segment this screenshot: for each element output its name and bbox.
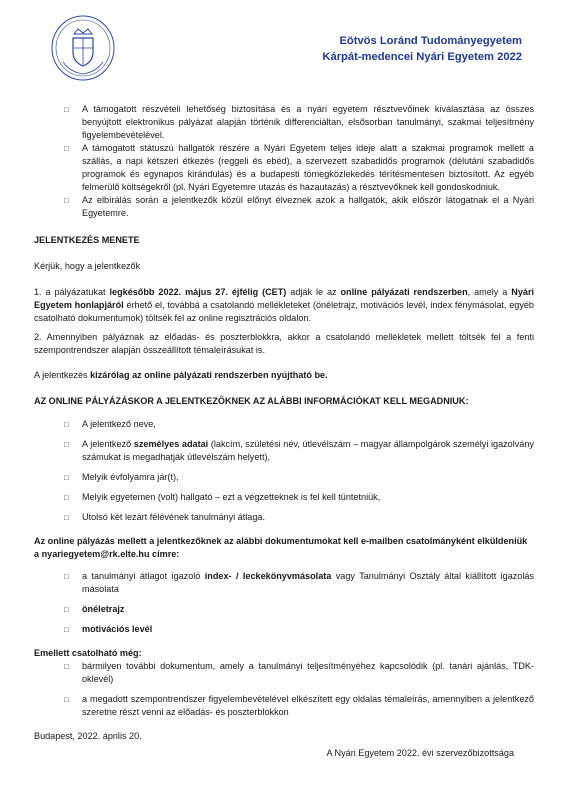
checkbox-square-icon: □ xyxy=(64,625,69,634)
list-item xyxy=(34,693,534,719)
institution-name: Eötvös Loránd Tudományegyetem xyxy=(339,35,522,47)
step-2-paragraph: 2. Amennyiben pályáznak az előadás- és poszterblokkra, akkor a csatolandó mellékletek mellett töltsék fel a fenti szempontrendszer alapján összeállított témaleírásukat is. xyxy=(34,332,534,355)
document-body xyxy=(34,103,534,760)
signature: A Nyári Egyetem 2022. évi szervezőbizottsága xyxy=(326,748,514,758)
checkbox-square-icon: □ xyxy=(64,196,69,205)
checkbox-square-icon: □ xyxy=(64,662,69,671)
checkbox-square-icon: □ xyxy=(64,572,69,581)
checkbox-square-icon: □ xyxy=(64,605,69,614)
list-item xyxy=(34,194,534,220)
list-item xyxy=(34,142,534,194)
extra-item: bármilyen további dokumentum, amely a tanulmányi teljesítményéhez kapcsolódik (pl. tanári ajánlás, TDK-oklevél) xyxy=(82,661,534,684)
section-heading: JELENTKEZÉS MENETE xyxy=(34,235,140,245)
bullet-text: Az elbírálás során a jelentkezők közül előnyt élveznek azok a hallgatók, akik először látogatnak el a Nyári Egyetemre. xyxy=(82,195,534,218)
list-item xyxy=(34,660,534,686)
university-seal-logo xyxy=(50,12,116,82)
document-item: önéletrajz xyxy=(82,604,125,614)
list-item xyxy=(34,438,534,464)
info-item: A jelentkező személyes adatai (lakcím, születési név, útlevélszám – magyar állampolgárok személyi igazolvány számukat is megadhatják útlevélszám helyett), xyxy=(82,439,534,462)
list-item xyxy=(34,471,534,484)
list-item xyxy=(34,603,534,616)
bullet-text: A támogatott részvételi lehetőség biztosítása és a nyári egyetem résztvevőinek kiválasztása az összes benyújtott elektronikus pályázat alapján történik differenciáltan, elsősorban tanulmányi, szakmai teljesítmény figyelembevételével. xyxy=(82,104,534,140)
document-item: motivációs levél xyxy=(82,624,153,634)
checkbox-square-icon: □ xyxy=(64,420,69,429)
list-item xyxy=(34,491,534,504)
checkbox-square-icon: □ xyxy=(64,513,69,522)
extra-item: a megadott szempontrendszer figyelembevételével elkészített egy oldalas témaleírás, amennyiben a jelentkező szeretne részt venni az előadás- és poszterblokkon xyxy=(82,694,534,717)
info-heading: AZ ONLINE PÁLYÁZÁSKOR A JELENTKEZŐKNEK AZ ALÁBBI INFORMÁCIÓKAT KELL MEGADNIUK: xyxy=(34,396,469,406)
checkbox-square-icon: □ xyxy=(64,440,69,449)
info-item: Utolsó két lezárt félévének tanulmányi átlaga. xyxy=(82,512,265,522)
date-line: Budapest, 2022. április 20. xyxy=(34,731,142,741)
institution-header xyxy=(322,33,522,65)
program-name: Kárpát-medencei Nyári Egyetem 2022 xyxy=(322,51,522,63)
document-item: a tanulmányi átlagot igazoló index- / leckekönyvmásolata vagy Tanulmányi Osztály által kiállított igazolás másolata xyxy=(82,571,534,594)
checkbox-square-icon: □ xyxy=(64,144,69,153)
info-item: A jelentkező neve, xyxy=(82,419,156,429)
checkbox-square-icon: □ xyxy=(64,473,69,482)
email-heading: Az online pályázás mellett a jelentkezőknek az alábbi dokumentumokat kell e-mailben csatolmányként elküldeniük a nyariegyetem@rk.elte.hu címre: xyxy=(34,536,528,559)
step-1-paragraph: 1. a pályázatukat legkésőbb 2022. május 27. éjfélig (CET) adják le az online pályázati rendszerben, amely a Nyári Egyetem honlapjáról érhető el, továbbá a csatolandó mellékleteket (önéletrajz, motivációs levél, index fénymásolat, egyéb csatolható dokumentumok) töltsék fel az online regisztrációs oldalon. xyxy=(34,287,535,323)
list-item xyxy=(34,511,534,524)
info-item: Melyik egyetemen (volt) hallgató – ezt a végzetteknek is fel kell tüntetniük, xyxy=(82,492,381,502)
checkbox-square-icon: □ xyxy=(64,695,69,704)
bullet-text: A támogatott státuszú hallgatók részére a Nyári Egyetem teljes ideje alatt a szakmai programok mellett a szállás, a napi kétszeri étkezés (reggeli és ebéd), a szervezett szabadidős programok (délutáni szabadidős programok és egynapos kirándulás) és a budapesti tömegközlekedés térítésmentesen biztosított. Az egyéb felmerülő költségekről (pl. Nyári Egyetemre utazás és hazautazás) a résztvevőknek kell gondoskodniuk. xyxy=(82,143,534,192)
request-line: Kérjük, hogy a jelentkezők xyxy=(34,261,141,271)
checkbox-square-icon: □ xyxy=(64,493,69,502)
list-item xyxy=(34,623,534,636)
extra-heading: Emellett csatolható még: xyxy=(34,648,142,658)
checkbox-square-icon: □ xyxy=(64,105,69,114)
list-item xyxy=(34,418,534,431)
info-item: Melyik évfolyamra jár(t), xyxy=(82,472,179,482)
online-only-note: A jelentkezés kizárólag az online pályázati rendszerben nyújtható be. xyxy=(34,370,328,380)
list-item xyxy=(34,103,534,142)
list-item xyxy=(34,570,534,596)
